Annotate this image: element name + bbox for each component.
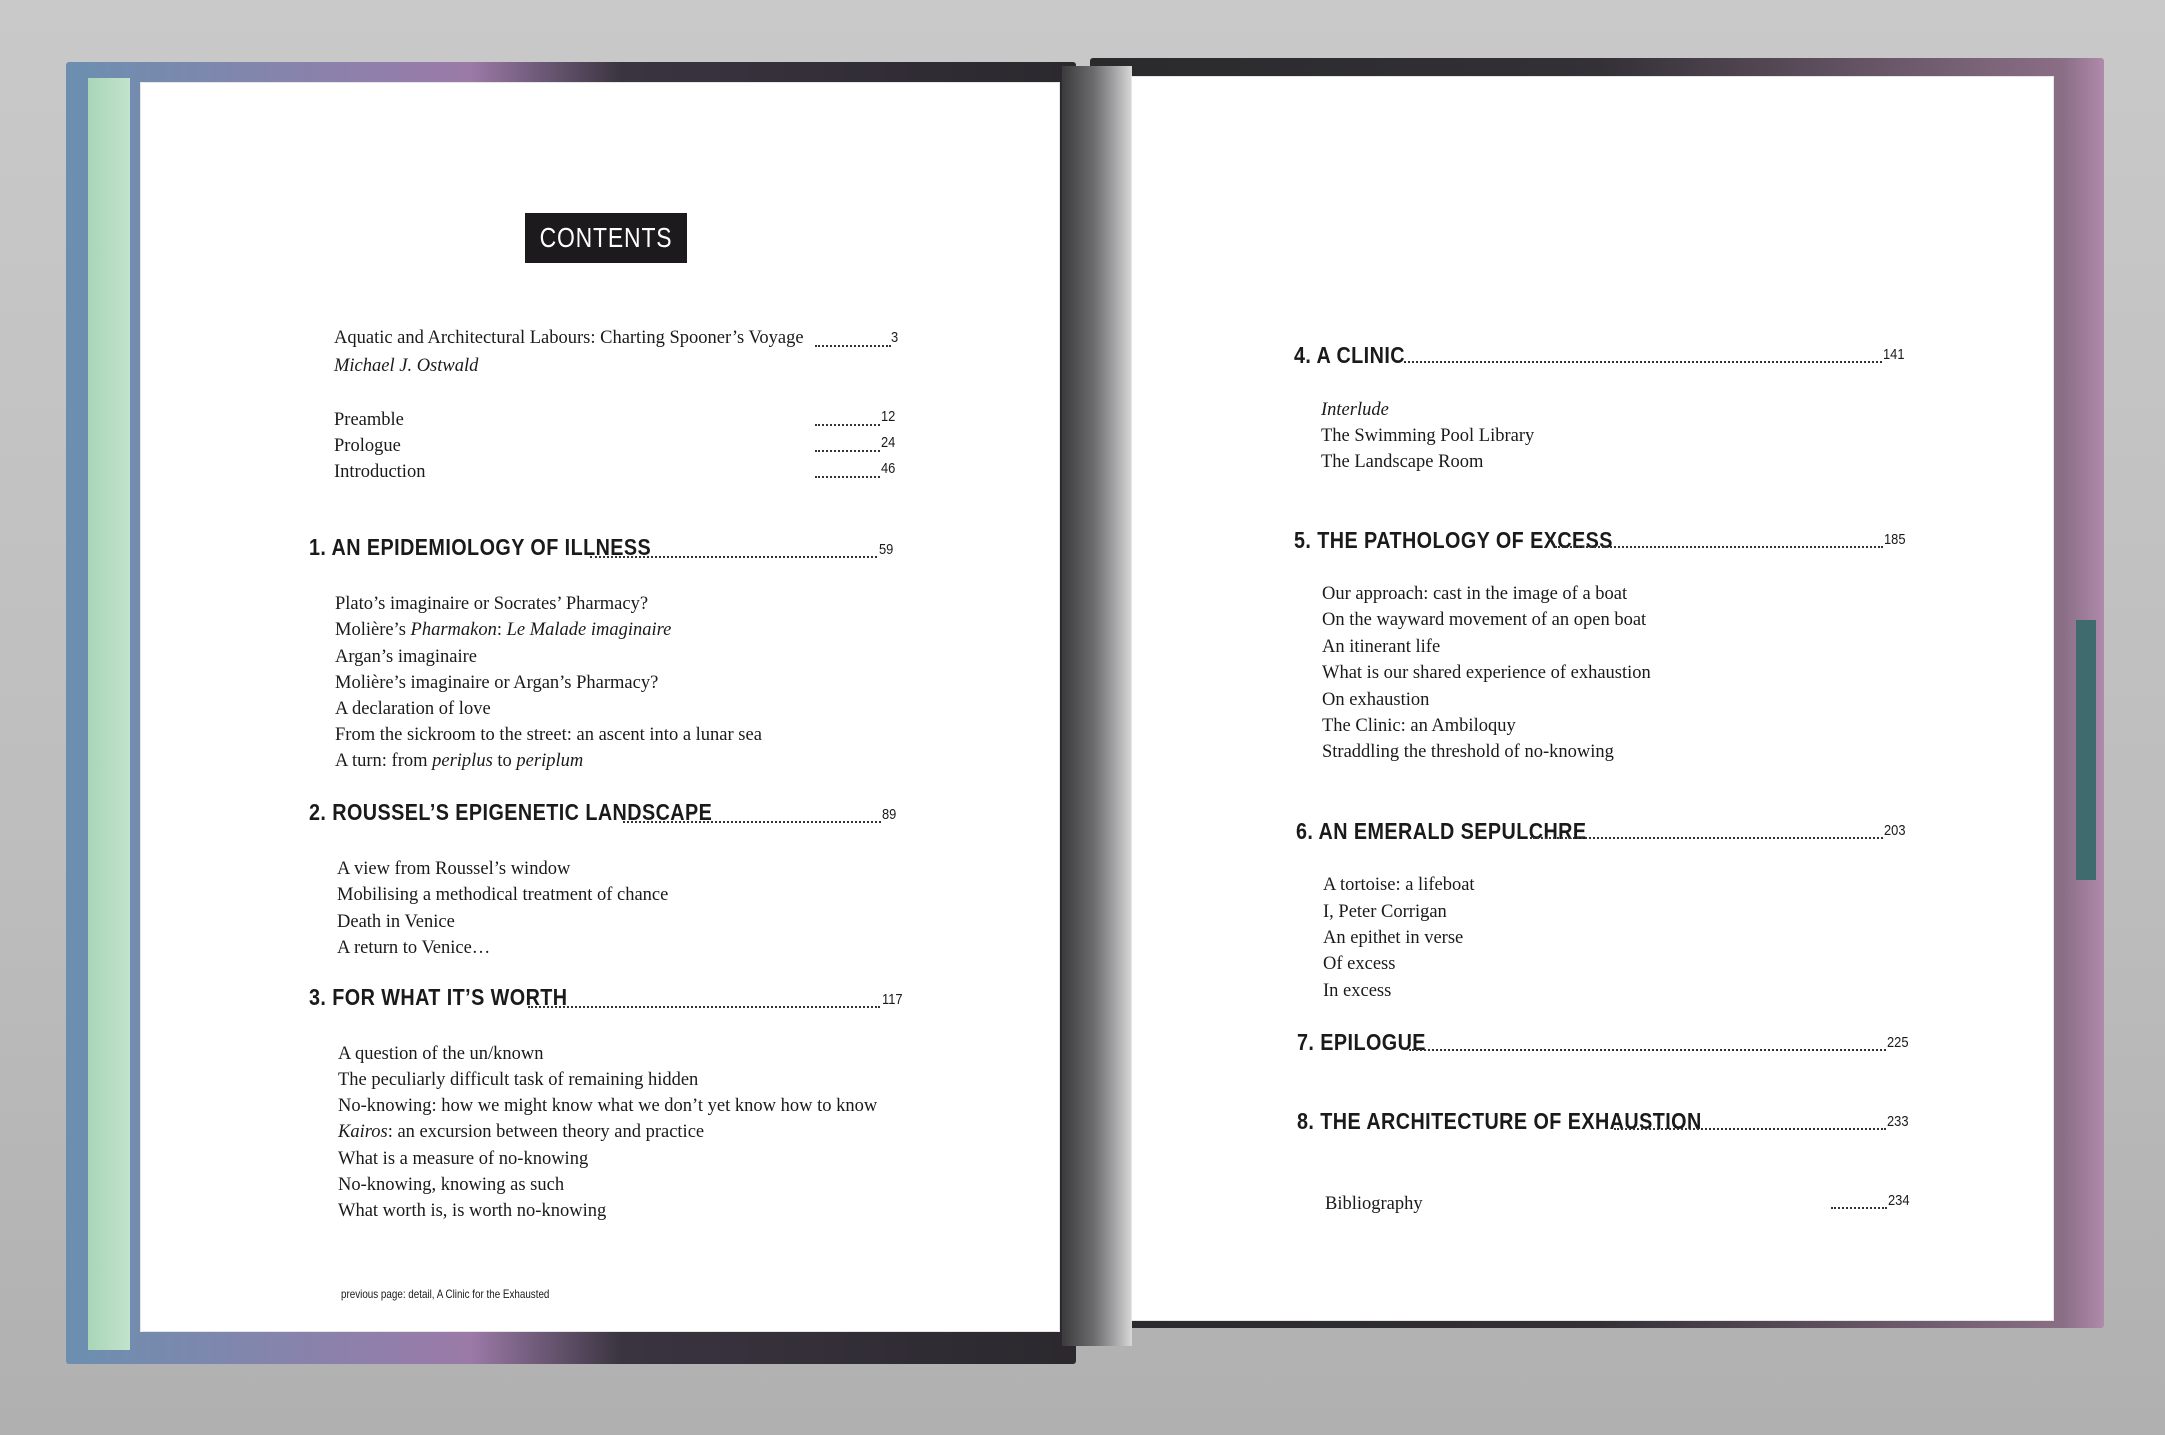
section-item: On the wayward movement of an open boat [1322, 610, 1647, 630]
section-item: Molière’s Pharmakon: Le Malade imaginaire [335, 620, 672, 640]
page-number: 234 [1888, 1192, 1910, 1209]
leader-dots [1831, 1207, 1887, 1209]
endpaper-strip [88, 78, 130, 1350]
left-page [140, 82, 1060, 1332]
section-item: Kairos: an excursion between theory and practice [338, 1122, 705, 1142]
section-item: In excess [1323, 981, 1392, 1001]
section-item: What is our shared experience of exhaustion [1322, 663, 1651, 683]
section-item: No-knowing: how we might know what we don’t yet know how to know [338, 1096, 878, 1116]
leader-dots [815, 345, 891, 347]
front-matter-introduction: Introduction [334, 462, 426, 482]
leader-dots [623, 821, 881, 823]
chapter-heading: 8. THE ARCHITECTURE OF EXHAUSTION [1297, 1108, 1702, 1134]
section-item: The Landscape Room [1321, 452, 1484, 472]
section-item: Our approach: cast in the image of a boat [1322, 584, 1628, 604]
section-item: Argan’s imaginaire [335, 647, 477, 667]
section-item: No-knowing, knowing as such [338, 1175, 565, 1195]
section-item: A return to Venice… [337, 938, 491, 958]
section-item: Plato’s imaginaire or Socrates’ Pharmacy? [335, 594, 649, 614]
leader-dots [528, 1006, 880, 1008]
section-item: What is a measure of no-knowing [338, 1149, 589, 1169]
leader-dots [1555, 546, 1883, 548]
section-item: A question of the un/known [338, 1044, 544, 1064]
page-number: 233 [1887, 1113, 1909, 1130]
page-number: 141 [1883, 346, 1905, 363]
contents-title: CONTENTS [525, 213, 687, 263]
section-item: The Clinic: an Ambiloquy [1322, 716, 1516, 736]
section-item: Straddling the threshold of no-knowing [1322, 742, 1614, 762]
section-item: From the sickroom to the street: an ascent into a lunar sea [335, 725, 762, 745]
section-item: Mobilising a methodical treatment of chance [337, 885, 669, 905]
page-number: 225 [1887, 1034, 1909, 1051]
page-number: 117 [882, 991, 903, 1008]
front-matter-preamble: Preamble [334, 410, 404, 430]
section-item: A turn: from periplus to periplum [335, 751, 584, 771]
leader-dots [1530, 837, 1883, 839]
interlude-label: Interlude [1321, 400, 1389, 420]
chapter-heading: 3. FOR WHAT IT’S WORTH [309, 984, 568, 1010]
page-number: 46 [881, 460, 896, 477]
bibliography-label: Bibliography [1325, 1194, 1423, 1214]
page-number: 185 [1884, 531, 1906, 548]
section-item: A declaration of love [335, 699, 491, 719]
page-number: 12 [881, 408, 896, 425]
page-number: 59 [879, 541, 894, 558]
book-gutter [1062, 66, 1132, 1346]
section-item: A view from Roussel’s window [337, 859, 571, 879]
author-name: Michael J. Ostwald [334, 356, 479, 376]
chapter-heading: 5. THE PATHOLOGY OF EXCESS [1294, 527, 1613, 553]
section-item: Death in Venice [337, 912, 455, 932]
image-caption: previous page: detail, A Clinic for the Exhausted [341, 1287, 550, 1301]
leader-dots [815, 476, 880, 478]
section-item: On exhaustion [1322, 690, 1430, 710]
page-number: 89 [882, 806, 897, 823]
leader-dots [590, 556, 877, 558]
section-item: The Swimming Pool Library [1321, 426, 1535, 446]
chapter-heading: 6. AN EMERALD SEPULCHRE [1296, 818, 1587, 844]
section-item: An epithet in verse [1323, 928, 1464, 948]
chapter-heading: 7. EPILOGUE [1297, 1029, 1426, 1055]
page-number: 24 [881, 434, 896, 451]
page-number: 3 [891, 329, 899, 346]
front-matter-title: Aquatic and Architectural Labours: Charting Spooner’s Voyage [334, 328, 804, 348]
page-number: 203 [1884, 822, 1906, 839]
section-item: What worth is, is worth no-knowing [338, 1201, 607, 1221]
leader-dots [815, 424, 880, 426]
front-matter-prologue: Prologue [334, 436, 401, 456]
chapter-heading: 1. AN EPIDEMIOLOGY OF ILLNESS [309, 534, 652, 560]
leader-dots [815, 450, 880, 452]
section-item: I, Peter Corrigan [1323, 902, 1447, 922]
section-item: The peculiarly difficult task of remaining hidden [338, 1070, 699, 1090]
leader-dots [1409, 1049, 1886, 1051]
section-item: An itinerant life [1322, 637, 1441, 657]
chapter-heading: 2. ROUSSEL’S EPIGENETIC LANDSCAPE [309, 799, 713, 825]
cover-edge-stripe [2076, 620, 2096, 880]
leader-dots [1614, 1128, 1886, 1130]
section-item: Molière’s imaginaire or Argan’s Pharmacy? [335, 673, 659, 693]
leader-dots [1404, 361, 1882, 363]
chapter-heading: 4. A CLINIC [1294, 342, 1405, 368]
section-item: Of excess [1323, 954, 1396, 974]
section-item: A tortoise: a lifeboat [1323, 875, 1475, 895]
